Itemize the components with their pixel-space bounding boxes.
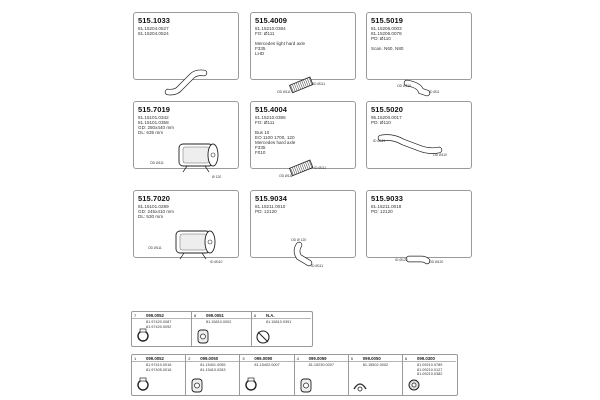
part-number: 515.1033 [138, 16, 171, 25]
cell-divider [240, 361, 293, 362]
hanger-icon [354, 384, 366, 391]
part-detail-line: FO: Ø111 [255, 31, 275, 36]
reference-number: 81.97410.0016 [146, 363, 172, 367]
dimension-label: OD Ø111 [279, 174, 293, 178]
part-card[interactable] [250, 12, 356, 94]
cell-divider [192, 318, 251, 319]
reference-number: 81.15810.0002 [206, 320, 232, 324]
part-number: 515.5019 [371, 16, 404, 25]
part-detail-line: Mercedes light hard axle [255, 41, 306, 46]
accessory-drawing [135, 377, 151, 393]
accessory-cell[interactable] [192, 312, 252, 346]
accessory-part-number: 099.0090 [254, 356, 273, 361]
position-number: 8 [194, 313, 197, 318]
position-number: 5 [350, 356, 354, 361]
accessory-drawing [255, 328, 271, 344]
part-card[interactable] [133, 101, 239, 179]
dimension-label: ID Ø111 [311, 264, 324, 268]
part-detail-line: 81.15210.0386 [255, 115, 286, 120]
part-detail-line: F335 [255, 145, 266, 150]
gasket-icon [301, 379, 311, 392]
part-detail-line: 81.15211.0018 [371, 204, 402, 209]
washer-icon [409, 380, 419, 390]
part-detail-line: F010 [255, 150, 266, 155]
part-number: 515.4004 [255, 105, 288, 114]
part-number: 515.4009 [255, 16, 288, 25]
position-number: 1 [134, 356, 137, 361]
part-card[interactable] [133, 190, 239, 264]
accessory-part-number: N.A. [266, 313, 275, 318]
part-detail-line: 81.15211.0010 [255, 204, 286, 209]
part-detail-line: Mercedes hard axle [255, 140, 296, 145]
part-detail-line: F335 [255, 46, 266, 51]
pipe-body [409, 259, 427, 261]
reference-number: 81.09210.0382 [417, 372, 443, 376]
reference-number: 81.97420.0092 [146, 324, 172, 329]
part-detail-line: PD: 12120 [371, 209, 393, 214]
accessory-cell[interactable] [240, 355, 294, 395]
dimension-label: OD Ø120 [429, 260, 444, 264]
accessory-drawing [189, 377, 205, 393]
cell-divider [132, 318, 191, 319]
reference-number: 81.09210.0789 [417, 363, 443, 367]
accessory-drawing [243, 377, 259, 393]
part-detail-line: 81.15101.0289 [138, 204, 169, 209]
dimension-label: OD Ø110 [433, 153, 448, 157]
cell-divider [252, 318, 311, 319]
dimension-label: OD Ø111 [150, 161, 164, 165]
position-number: 3 [242, 356, 245, 361]
part-detail-line: PD: Ø110 [371, 36, 391, 41]
position-number: 7 [134, 313, 137, 318]
reference-number: 81.15401.0055 [200, 363, 226, 367]
reference-number: 81.15402.0007 [254, 363, 280, 367]
silencer-outlet [208, 240, 212, 244]
accessory-part-number: 099.0050 [362, 356, 381, 361]
part-detail-line: EO 1100 1700, 120 [255, 135, 295, 140]
reference-number: 81.15230.0007 [308, 363, 334, 367]
part-card[interactable] [250, 190, 356, 268]
part-detail-line: GD: 250x440 mm [138, 125, 174, 130]
part-detail-line: 81.15101.0342 [138, 115, 169, 120]
position-number: 2 [188, 356, 191, 361]
part-detail-line: LHD [255, 51, 265, 56]
accessory-drawing [352, 377, 368, 393]
part-detail-line: 81.15204.0527 [138, 26, 169, 31]
part-number: 515.7020 [138, 194, 171, 203]
part-detail-line: Bus 10 [255, 130, 270, 135]
part-detail-line: 81.15204.0524 [138, 31, 169, 36]
position-number: 6 [405, 356, 408, 361]
cell-divider [295, 361, 348, 362]
part-detail-line: PD: 12120 [255, 209, 277, 214]
accessory-cell[interactable] [403, 355, 456, 395]
position-number: 6 [254, 313, 257, 318]
cell-divider [132, 361, 185, 362]
accessory-cell[interactable] [132, 312, 192, 346]
dimension-label: OD Ø111 [148, 246, 162, 250]
silencer-bracket [183, 166, 209, 172]
dimension-label: ID Ø110 [210, 260, 223, 264]
pipe-body [381, 138, 439, 151]
accessory-drawing [135, 328, 151, 344]
reference-number: 81.15502.0002 [362, 363, 389, 367]
dimension-label: ID Ø111 [373, 139, 386, 143]
reference-number: 81.15410.0263 [200, 367, 226, 372]
silencer-shell [180, 234, 206, 250]
accessory-table-top [131, 311, 313, 347]
part-number: 515.7019 [138, 105, 171, 114]
silencer-outlet [211, 153, 215, 157]
part-detail-line: 95.15200.0017 [371, 115, 402, 120]
silencer-shell [183, 147, 209, 163]
part-detail-line: DL: 530 mm [138, 214, 164, 219]
part-card[interactable] [366, 101, 472, 169]
accessory-cell[interactable] [252, 312, 311, 346]
reference-number: 81.97420.0087 [146, 320, 172, 324]
accessory-table-bottom [131, 354, 458, 396]
reference-number: 81.97405.0016 [146, 367, 172, 372]
accessory-part-number: 099.0300 [417, 356, 435, 361]
part-card[interactable] [366, 190, 472, 264]
silencer-bracket [180, 253, 206, 259]
dimension-label: ID Ø11 [429, 90, 440, 94]
accessory-cell[interactable] [349, 355, 403, 395]
part-detail-line: 81.15206.0003 [371, 26, 402, 31]
clamp-icon [138, 378, 148, 390]
accessory-part-number: 099.0051 [206, 313, 224, 318]
reference-number: 81.09210.0127 [417, 367, 443, 372]
clamp-icon [138, 329, 148, 341]
part-card[interactable] [250, 101, 356, 178]
part-number: 515.9034 [255, 194, 288, 203]
accessory-part-number: 099.0052 [146, 313, 164, 318]
accessory-cell[interactable] [132, 355, 186, 395]
part-detail-line: FO: Ø111 [255, 120, 275, 125]
part-detail-line: GD: 245x410 mm [138, 209, 174, 214]
gasket-icon [192, 379, 202, 392]
dimension-label: ID Ø111 [313, 82, 326, 86]
cell-divider [186, 361, 239, 362]
accessory-part-number: 099.0052 [146, 356, 164, 361]
dimension-label: OD Ø111 [277, 90, 291, 94]
part-number: 515.5020 [371, 105, 404, 114]
part-detail-line: DL: 635 mm [138, 130, 164, 135]
flange-icon [257, 331, 269, 343]
part-number: 515.9033 [371, 194, 404, 203]
part-detail-line: 81.15101.0358 [138, 120, 169, 125]
clamp-icon [246, 378, 256, 390]
part-card[interactable] [133, 12, 239, 80]
dimension-label: OD Ø110 [397, 84, 412, 88]
part-detail-line: PD: Ø110 [371, 120, 391, 125]
part-detail-line: 81.15210.0384 [255, 26, 286, 31]
part-detail-line: Scan. N60, N80 [371, 46, 404, 51]
accessory-drawing [195, 328, 211, 344]
position-number: 4 [296, 356, 299, 361]
dimension-label: ID Ø120 [395, 258, 408, 262]
dimension-label: Ø 120 [212, 175, 222, 179]
cell-divider [349, 361, 402, 362]
accessory-part-number: 099.0059 [308, 356, 327, 361]
gasket-icon [198, 330, 208, 343]
accessory-drawing [298, 377, 314, 393]
accessory-part-number: 099.0050 [200, 356, 219, 361]
accessory-cell[interactable] [186, 355, 240, 395]
dimension-label: OD Ø 120 [291, 238, 307, 242]
dimension-label: ID Ø111 [314, 166, 327, 170]
part-card[interactable] [366, 12, 472, 94]
accessory-cell[interactable] [295, 355, 349, 395]
accessory-drawing [406, 377, 422, 393]
part-detail-line: 81.15206.0078 [371, 31, 402, 36]
cell-divider [403, 361, 456, 362]
reference-number: 81.15810.0391 [266, 320, 292, 324]
